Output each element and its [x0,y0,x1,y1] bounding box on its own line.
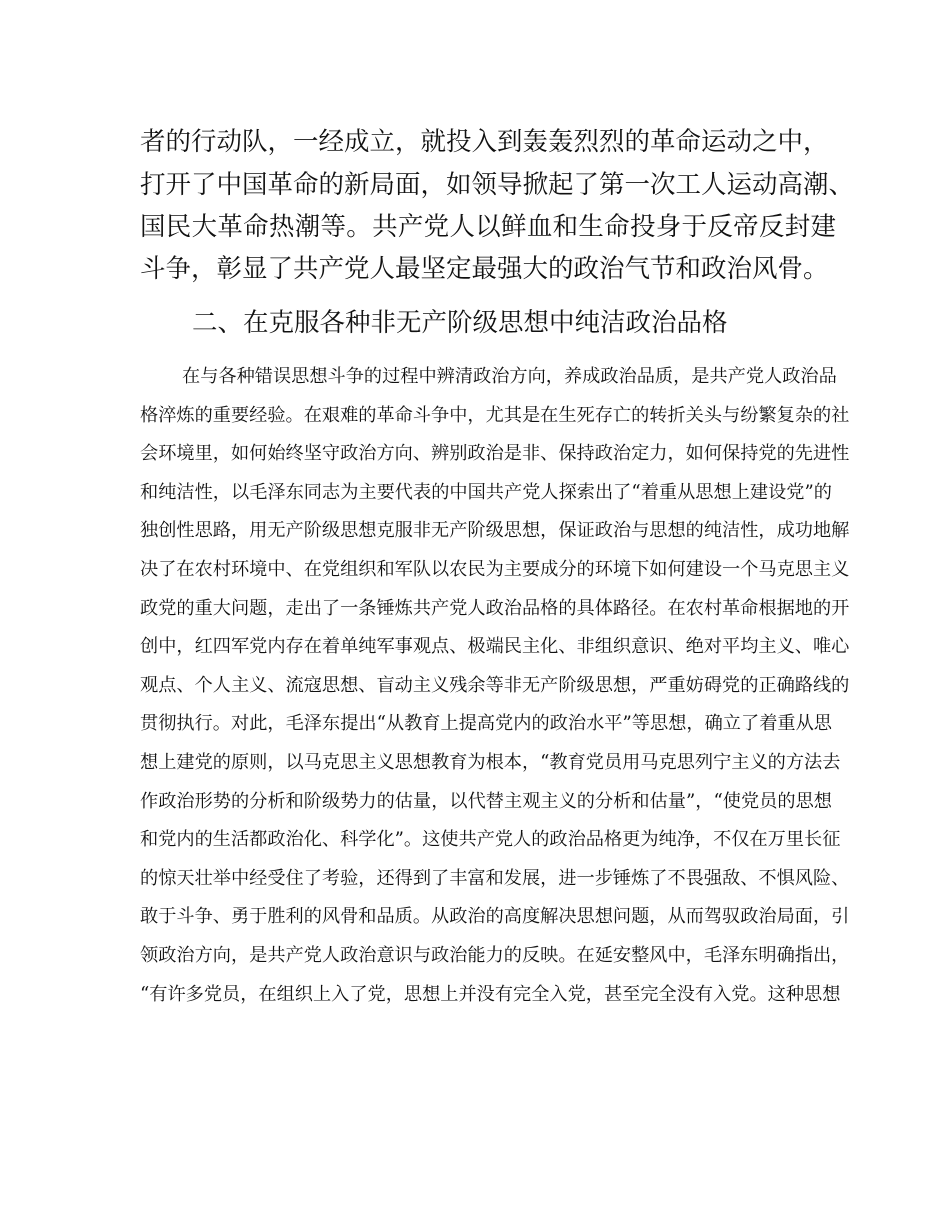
text-line: 会环境里，如何始终坚守政治方向、辨别政治是非、保持政治定力，如何保持党的先进性 [140,443,850,465]
text-line: 创中，红四军党内存在着单纯军事观点、极端民主化、非组织意识、绝对平均主义、唯心 [140,636,850,658]
section-heading: 二、在克服各种非无产阶级思想中纯洁政治品格 [192,308,728,338]
text-line: 打开了中国革命的新局面，如领导掀起了第一次工人运动高潮、 [140,170,855,200]
text-line: 敢于斗争、勇于胜利的风骨和品质。从政治的高度解决思想问题，从而驾驭政治局面，引 [140,906,850,928]
text-line: 政党的重大问题，走出了一条锤炼共产党人政治品格的具体路径。在农村革命根据地的开 [140,597,850,619]
text-line: 观点、个人主义、流寇思想、盲动主义残余等非无产阶级思想，严重妨碍党的正确路线的 [140,674,850,696]
text-line: 贯彻执行。对此，毛泽东提出“从教育上提高党内的政治水平”等思想，确立了着重从思 [140,713,832,735]
text-line: 想上建党的原则，以马克思主义思想教育为根本，“教育党员用马克思列宁主义的方法去 [140,752,841,773]
text-line: 领政治方向，是共产党人政治意识与政治能力的反映。在延安整风中，毛泽东明确指出， [140,945,850,966]
text-line: 决了在农村环境中、在党组织和军队以农民为主要成分的环境下如何建设一个马克思主义 [140,559,850,580]
text-line: 格淬炼的重要经验。在艰难的革命斗争中，尤其是在生死存亡的转折关头与纷繁复杂的社 [140,404,850,426]
text-line: “有许多党员，在组织上入了党，思想上并没有完全入党，甚至完全没有入党。这种思想 [140,983,841,1005]
text-line: 和党内的生活都政治化、科学化”。这使共产党人的政治品格更为纯净，不仅在万里长征 [140,829,841,851]
text-line: 斗争，彰显了共产党人最坚定最强大的政治气节和政治风骨。 [140,254,829,284]
text-line: 者的行动队，一经成立，就投入到轰轰烈烈的革命运动之中， [140,127,829,157]
text-line: 作政治形势的分析和阶级势力的估量，以代替主观主义的分析和估量”，“使党员的思想 [140,790,832,812]
text-line: 国民大革命热潮等。共产党人以鲜血和生命投身于反帝反封建 [140,212,836,242]
text-line: 独创性思路，用无产阶级思想克服非无产阶级思想，保证政治与思想的纯洁性，成功地解 [140,520,850,542]
text-line: 在与各种错误思想斗争的过程中辨清政治方向，养成政治品质，是共产党人政治品 [182,366,837,387]
text-line: 的惊天壮举中经受住了考验，还得到了丰富和发展，进一步锤炼了不畏强敌、不惧风险、 [140,867,850,889]
text-line: 和纯洁性，以毛泽东同志为主要代表的中国共产党人探索出了“着重从思想上建设党”的 [140,481,832,503]
